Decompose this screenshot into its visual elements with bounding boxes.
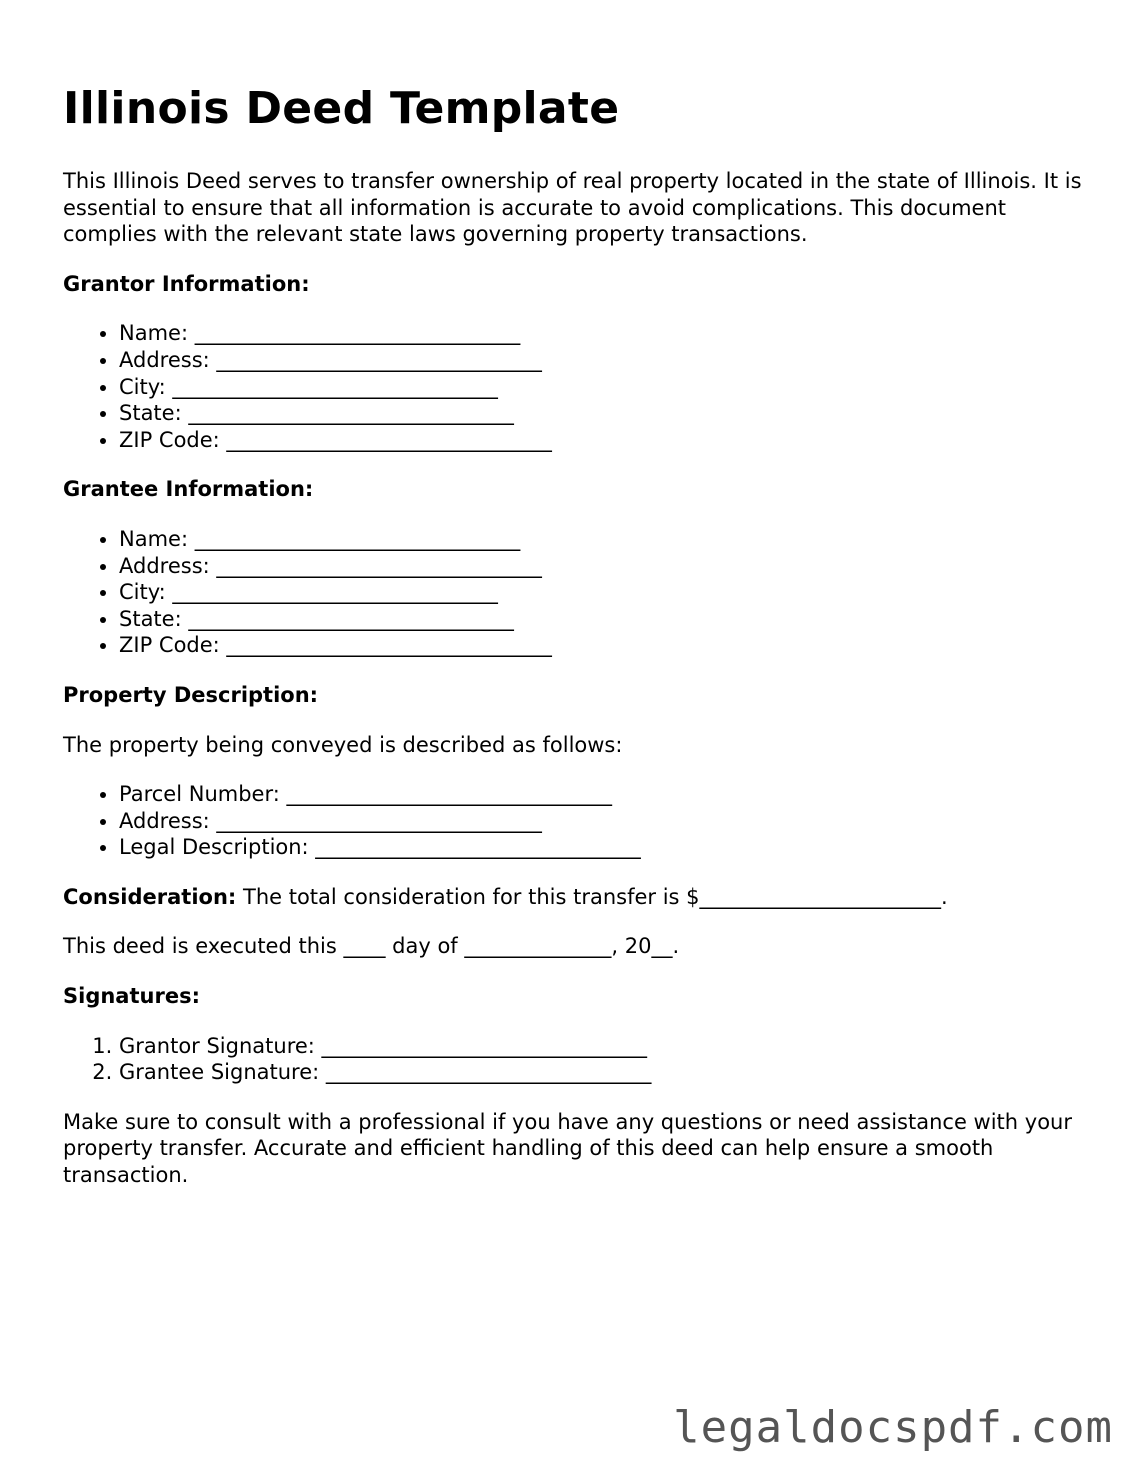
grantee-field-list [63,526,1093,659]
grantee-address-field: • Address: _______________________________ [119,553,1093,580]
grantor-city-field: • City: _______________________________ [119,374,1093,401]
closing-paragraph: Make sure to consult with a professional if you have any questions or need assistance with your property transfer. Accurate and efficient handling of this deed can help ensure a smooth transaction. [63,1109,1072,1188]
signatures-heading: Signatures: [63,984,200,1009]
grantor-state-field: • State: _______________________________ [119,400,1093,427]
property-field-list [63,781,1093,861]
page-title: Illinois Deed Template [63,83,620,134]
consideration-line [63,884,1093,911]
grantor-address-field: • Address: _______________________________ [119,347,1093,374]
consideration-text: The total consideration for this transfer is $_______________________. [236,884,948,909]
grantee-heading: Grantee Information: [63,477,314,502]
grantor-name-field: • Name: _______________________________ [119,320,1093,347]
grantee-city-field: • City: _______________________________ [119,579,1093,606]
legal-description-field: • Legal Description: _______________________________ [119,834,1093,861]
grantee-state-field: • State: _______________________________ [119,606,1093,633]
intro-paragraph: This Illinois Deed serves to transfer ownership of real property located in the state of Illinois. It is essential to ensure that all information is accurate to avoid complications. This document complies with the relevant state laws governing property transactions. [63,169,1082,247]
signature-list [63,1033,1093,1086]
grantor-zip-field: • ZIP Code: _______________________________ [119,427,1093,454]
consideration-label: Consideration: [63,884,237,909]
grantor-heading: Grantor Information: [63,271,310,296]
property-address-field: • Address: _______________________________ [119,808,1093,835]
watermark-text: legaldocspdf.com [673,1402,1113,1453]
parcel-number-field: • Parcel Number: _______________________________ [119,781,1093,808]
property-lead: The property being conveyed is described as follows: [63,732,623,757]
property-heading: Property Description: [63,682,319,707]
grantee-name-field: • Name: _______________________________ [119,526,1093,553]
grantor-signature-field: 1. Grantor Signature: _______________________________ [119,1033,1093,1060]
grantee-signature-field: 2. Grantee Signature: _______________________________ [119,1059,1093,1086]
document-page [63,78,1093,1189]
grantor-field-list [63,320,1093,453]
grantee-zip-field: • ZIP Code: _______________________________ [119,632,1093,659]
execution-date-line: This deed is executed this ____ day of ______________, 20__. [63,934,680,959]
